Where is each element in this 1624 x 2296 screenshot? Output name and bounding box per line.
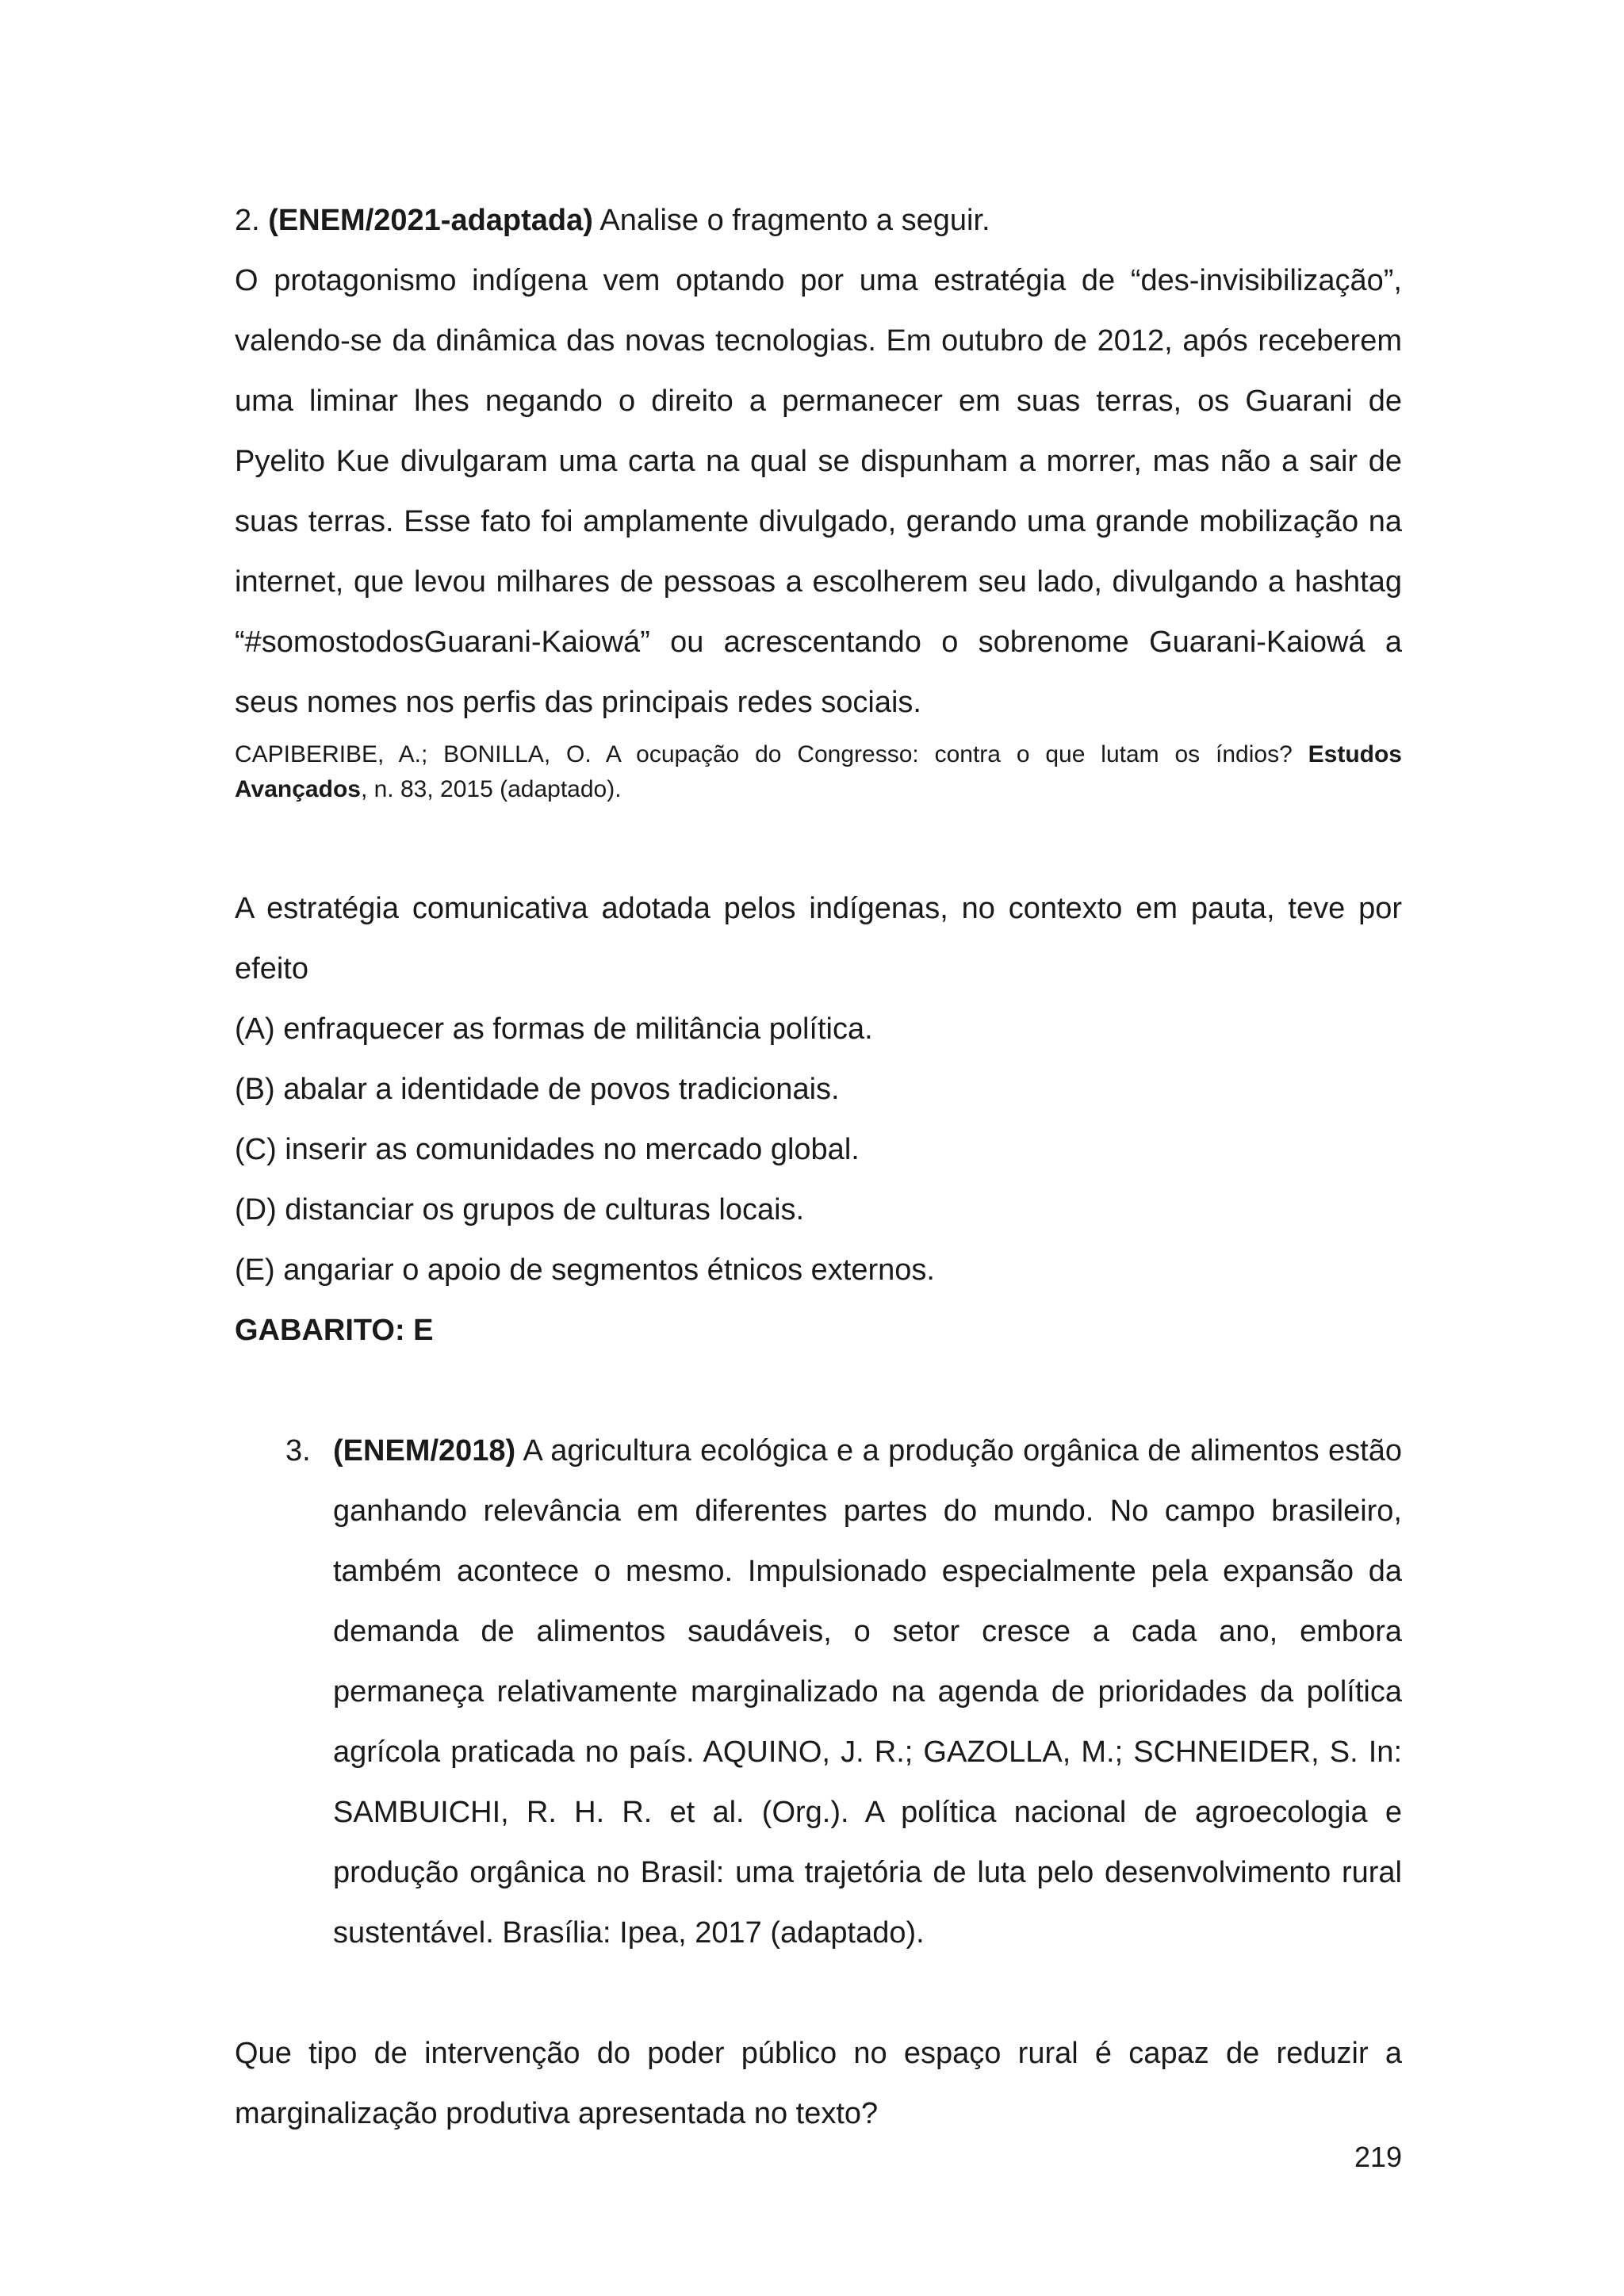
question-3-block [285,1421,1402,1963]
question-2-citation [235,737,1402,807]
question-3-text: A agricultura ecológica e a produção orgânica de alimentos estão ganhando relevância em diferentes partes do mundo. No campo brasileiro, também acontece o mesmo. Impulsionado especialmente pela expansão da demanda de alimentos saudáveis, o setor cresce a cada ano, embora permaneça relativamente marginalizado na agenda de prioridades da política agrícola praticada no país. AQUINO, J. R.; GAZOLLA, M.; SCHNEIDER, S. In: SAMBUICHI, R. H. R. et al. (Org.). A política nacional de agroecologia e produção orgânica no Brasil: uma trajetória de luta pelo desenvolvimento rural sustentável. Brasília: Ipea, 2017 (adaptado). [333,1434,1402,1950]
question-2-prompt: A estratégia comunicativa adotada pelos indígenas, no contexto em pauta, teve por efeito [235,892,1402,985]
page-content [235,190,1402,2144]
spacer [235,1963,1402,2023]
citation-details: , n. 83, 2015 (adaptado). [360,776,622,802]
spacer [235,1360,1402,1421]
question-2-instruction: Analise o fragmento a seguir. [592,204,990,237]
option-c: (C) inserir as comunidades no mercado global. [235,1133,860,1166]
option-b: (B) abalar a identidade de povos tradicionais. [235,1073,840,1106]
citation-authors-title: CAPIBERIBE, A.; BONILLA, O. A ocupação do Congresso: contra o que lutam os índios? [235,741,1308,767]
option-e: (E) angariar o apoio de segmentos étnicos externos. [235,1253,935,1287]
spacer [235,831,1402,878]
question-2-source-tag: (ENEM/2021-adaptada) [268,204,593,237]
question-3-prompt: Que tipo de intervenção do poder público no espaço rural é capaz de reduzir a marginalização produtiva apresentada no texto? [235,2037,1402,2130]
citation-journal: Estudos Avançados [235,741,1402,802]
question-2-header [235,190,1402,251]
question-3-number: 3. [285,1434,311,1468]
question-3-passage [333,1421,1402,1963]
question-3-source-tag: (ENEM/2018) [333,1434,516,1468]
option-a: (A) enfraquecer as formas de militância política. [235,1012,873,1046]
question-2-passage: O protagonismo indígena vem optando por uma estratégia de “des-invisibilização”, valendo-se da dinâmica das novas tecnologias. Em outubro de 2012, após receberem uma liminar lhes negando o direito a permanecer em suas terras, os Guarani de Pyelito Kue divulgaram uma carta na qual se dispunham a morrer, mas não a sair de suas terras. Esse fato foi amplamente divulgado, gerando uma grande mobilização na internet, que levou milhares de pessoas a escolherem seu lado, divulgando a hashtag “#somostodosGuarani-Kaiowá” ou acrescentando o sobrenome Guarani-Kaiowá a seus nomes nos perfis das principais redes sociais. [235,264,1402,719]
option-d: (D) distanciar os grupos de culturas locais. [235,1193,805,1226]
page-number: 219 [1354,2141,1403,2173]
answer-key: GABARITO: E [235,1314,434,1347]
question-2-number: 2. [235,204,269,237]
